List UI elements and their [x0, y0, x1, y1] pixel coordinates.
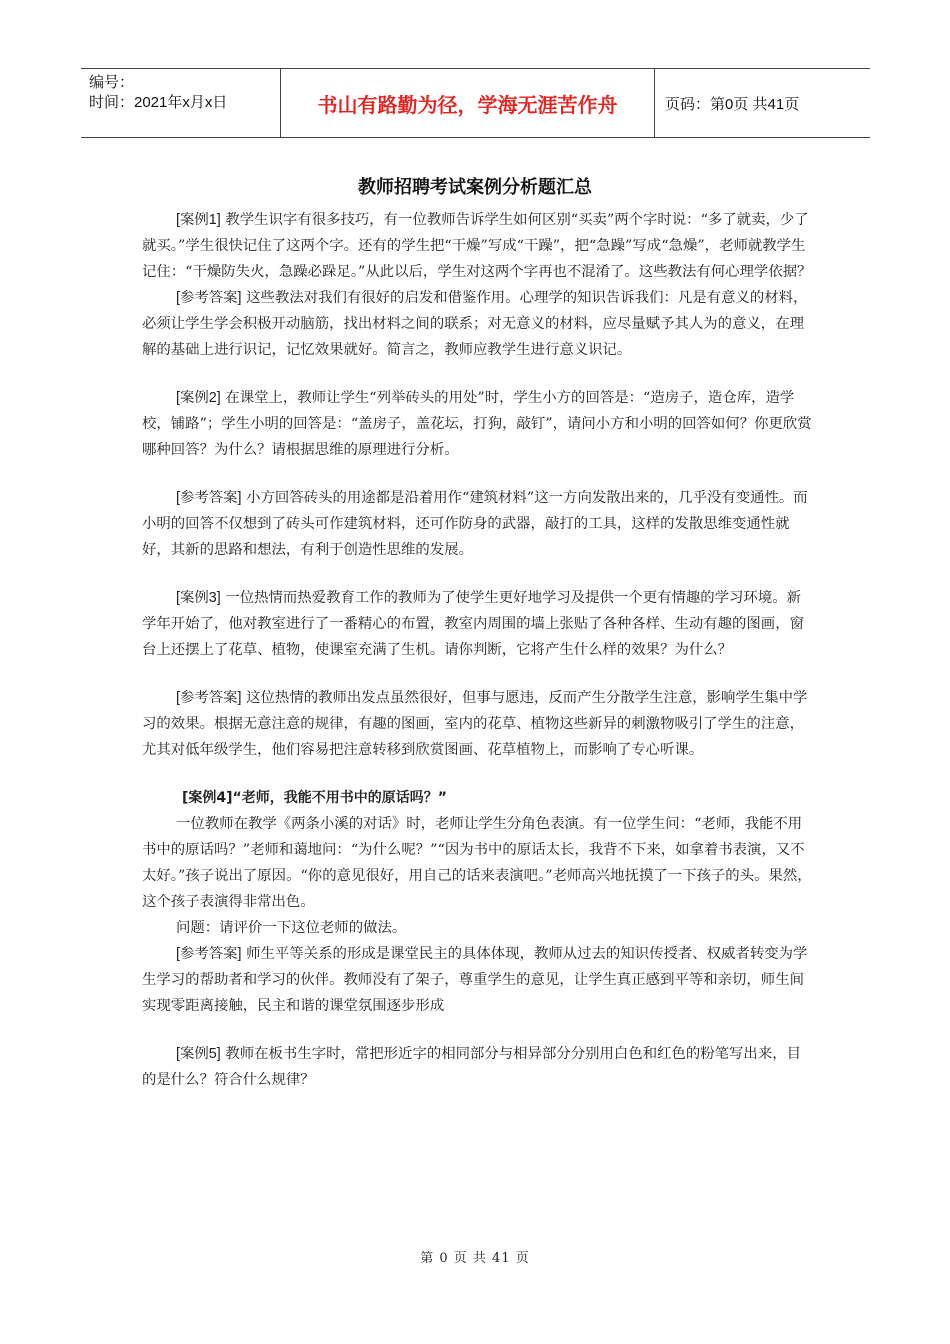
case-3-answer-text: 这位热情的教师出发点虽然很好，但事与愿违，反而产生分散学生注意，影响学生集中学习的效果。根据无意注意的规律，有趣的图画，室内的花草、植物这些新异的刺激物吸引了学生的注意，尤其对低年级学生，他们容易把注意转移到欣赏图画、花草植物上，而影响了专心听课。	[142, 690, 808, 758]
time-label: 时间：2021年x月x日	[89, 94, 228, 111]
case-2-answer-tag: [参考答案]	[176, 490, 242, 506]
case-2-answer-text: 小方回答砖头的用途都是沿着用作“建筑材料”这一方向发散出来的，几乎没有变通性。而小明的回答不仅想到了砖头可作建筑材料，还可作防身的武器，敲打的工具，这样的发散思维变通性就好，其新的思路和想法，有利于创造性思维的发展。	[142, 490, 808, 558]
case-4-answer	[142, 941, 812, 1019]
header-page-cell	[655, 69, 870, 137]
case-2-paragraph	[142, 385, 812, 463]
case-1-text: 教学生识字有很多技巧，有一位教师告诉学生如何区别“买卖”两个字时说：“多了就卖，少了就买。”学生很快记住了这两个字。还有的学生把“干燥”写成“干躁”，把“急躁”写成“急燥”，老师就教学生记住：“干燥防失火，急躁必跺足。”从此以后，学生对这两个字再也不混淆了。这些教法有何心理学依据？	[142, 212, 812, 280]
case-2-tag: [案例2]	[176, 390, 221, 406]
header-table	[81, 68, 870, 138]
page-label: 页码：第0页 共41页	[665, 95, 800, 113]
case-1-tag: [案例1]	[176, 212, 221, 228]
case-3-paragraph	[142, 585, 812, 663]
case-5-paragraph	[142, 1041, 812, 1093]
case-4-heading: [案例4]“老师，我能不用书中的原话吗？”	[182, 790, 447, 806]
case-3-tag: [案例3]	[176, 590, 221, 606]
number-label: 编号：	[89, 74, 135, 91]
document-title: 教师招聘考试案例分析题汇总	[358, 177, 592, 198]
motto-text: 书山有路勤为径，学海无涯苦作舟	[317, 92, 618, 117]
case-4-paragraph: 一位教师在教学《两条小溪的对话》时，老师让学生分角色表演。有一位学生问：“老师，我能不用书中的原话吗？”老师和蔼地问：“为什么呢？”“因为书中的原话太长，我背不下来，如拿着书表演，又不太好。”孩子说出了原因。“你的意见很好，用自己的话来表演吧。”老师高兴地抚摸了一下孩子的头。果然，这个孩子表演得非常出色。	[142, 816, 812, 910]
page-footer: 第 0 页 共 41 页	[420, 1251, 530, 1266]
case-2-answer	[142, 485, 812, 563]
case-1-answer-tag: [参考答案]	[176, 290, 242, 306]
case-5-text: 教师在板书生字时，常把形近字的相同部分与相异部分分别用白色和红色的粉笔写出来，目的是什么？符合什么规律？	[142, 1046, 801, 1088]
case-2-text: 在课堂上，教师让学生“列举砖头的用处”时，学生小方的回答是：“造房子，造仓库，造学校，铺路”；学生小明的回答是：“盖房子，盖花坛，打狗，敲钉”，请问小方和小明的回答如何？你更欣赏哪种回答？为什么？请根据思维的原理进行分析。	[142, 390, 812, 458]
case-4-answer-tag: [参考答案]	[176, 946, 242, 962]
document-body	[142, 207, 812, 1093]
case-1-answer	[142, 285, 812, 363]
case-4-answer-text: 师生平等关系的形成是课堂民主的具体体现，教师从过去的知识传授者、权威者转变为学生学习的帮助者和学习的伙伴。教师没有了架子，尊重学生的意见，让学生真正感到平等和亲切，师生间实现零距离接触，民主和谐的课堂氛围逐步形成	[142, 946, 808, 1014]
case-3-answer	[142, 685, 812, 763]
header-left-cell	[81, 69, 281, 137]
case-3-answer-tag: [参考答案]	[176, 690, 242, 706]
case-1-answer-text: 这些教法对我们有很好的启发和借鉴作用。心理学的知识告诉我们：凡是有意义的材料，必须让学生学会积极开动脑筋，找出材料之间的联系；对无意义的材料，应尽量赋予其人为的意义，在理解的基础上进行识记，记忆效果就好。简言之，教师应教学生进行意义识记。	[142, 290, 808, 358]
case-5-tag: [案例5]	[176, 1046, 221, 1062]
case-4-question: 问题：请评价一下这位老师的做法。	[176, 920, 407, 936]
header-motto-cell	[281, 69, 655, 137]
case-3-text: 一位热情而热爱教育工作的教师为了使学生更好地学习及提供一个更有情趣的学习环境。新学年开始了，他对教室进行了一番精心的布置，教室内周围的墙上张贴了各种各样、生动有趣的图画，窗台上还摆上了花草、植物，使课室充满了生机。请你判断，它将产生什么样的效果？为什么？	[142, 590, 804, 658]
case-1-paragraph	[142, 207, 812, 285]
